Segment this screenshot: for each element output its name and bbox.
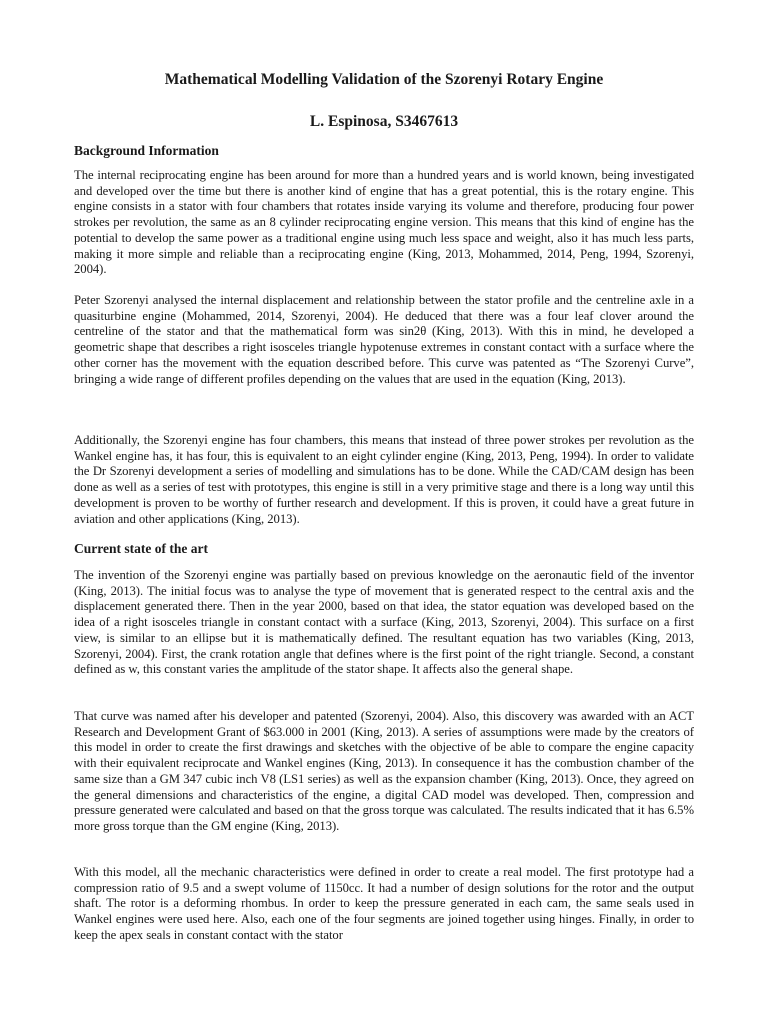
paragraph: Additionally, the Szorenyi engine has four chambers, this means that instead of three power strokes per revolution as the Wankel engine has, it has four, this is equivalent to an eight cylinder engine (King, 2013, Peng, 1994). In order to validate the Dr Szorenyi development a series of modelling and simulations has to be done. While the CAD/CAM design has been done as well as a series of test with prototypes, this engine is still in a very primitive stage and there is a long way until this development is proven to be worthy of further research and development. If this is proven, it could have a great future in aviation and other applications (King, 2013). [74,433,694,526]
paragraph: The invention of the Szorenyi engine was partially based on previous knowledge on the aeronautic field of the inventor (King, 2013). The initial focus was to analyse the type of movement that is generated respect to the central axis and the displacement generated there. Then in the year 2000, based on that idea, the stator equation was developed based on the idea of a right isosceles triangle in constant contact with a surface (King, 2013, Szorenyi, 2004). This surface on a first view, is similar to an ellipse but it is mathematically defined. The resultant equation has two variables (King, 2013, Szorenyi, 2004). First, the crank rotation angle that defines where is the first point of the right triangle. Second, a constant defined as w, this constant varies the amplitude of the stator shape. It affects also the general shape. [74,568,694,677]
document-title: Mathematical Modelling Validation of the Szorenyi Rotary Engine [164,71,604,88]
section-heading-current-state: Current state of the art [74,541,208,556]
paragraph: That curve was named after his developer and patented (Szorenyi, 2004). Also, this discovery was awarded with an ACT Research and Development Grant of $63.000 in 2001 (King, 2013). A series of assumptions were made by the creators of this model in order to create the first drawings and sketches with the objective of be able to compare the engine capacity with their equivalent reciprocate and Wankel engines (King, 2013). In consequence it has the combustion chamber of the same size than a GM 347 cubic inch V8 (LS1 series) as well as the expansion chamber (King, 2013). Once, they agreed on the general dimensions and characteristics of the engine, a digital CAD model was developed. Then, compression and pressure generated were calculated and based on that the gross torque was calculated. The results indicated that it has 6.5% more gross torque than the GM engine (King, 2013). [74,709,694,833]
section-heading-background: Background Information [74,143,219,158]
paragraph: The internal reciprocating engine has been around for more than a hundred years and is world known, being investigated and developed over the time but there is another kind of engine that has a great potential, this is the rotary engine. This engine consists in a stator with four chambers that rotates inside varying its volume and therefore, producing four power strokes per revolution, the same as an 8 cylinder reciprocating engine version. This means that this kind of engine has the potential to develop the same power as a traditional engine using much less space and weight, also it has much less parts, making it more simple and reliable than a reciprocating engine (King, 2013, Mohammed, 2014, Peng, 1994, Szorenyi, 2004). [74,168,694,277]
paragraph: With this model, all the mechanic characteristics were defined in order to create a real model. The first prototype had a compression ratio of 9.5 and a swept volume of 1150cc. It had a number of design solutions for the rotor and the output shaft. The rotor is a deforming rhombus. In order to keep the pressure generated in each cam, the same seals used in Wankel engines were used here. Also, each one of the four segments are joined together using hinges. Finally, in order to keep the apex seals in constant contact with the stator [74,865,694,942]
document-author: L. Espinosa, S3467613 [309,113,459,130]
paragraph: Peter Szorenyi analysed the internal displacement and relationship between the stator profile and the centreline axle in a quasiturbine engine (Mohammed, 2014, Szorenyi, 2004). He deduced that there was a four leaf clover around the centreline of the stator and that the mathematical form was sin2θ (King, 2013). With this in mind, he developed a geometric shape that describes a right isosceles triangle hypotenuse extremes in constant contact with a surface where the other corner has the movement with the equation described before. This curve was patented as “The Szorenyi Curve”, bringing a wide range of different profiles depending on the values that are used in the equation (King, 2013). [74,293,694,386]
